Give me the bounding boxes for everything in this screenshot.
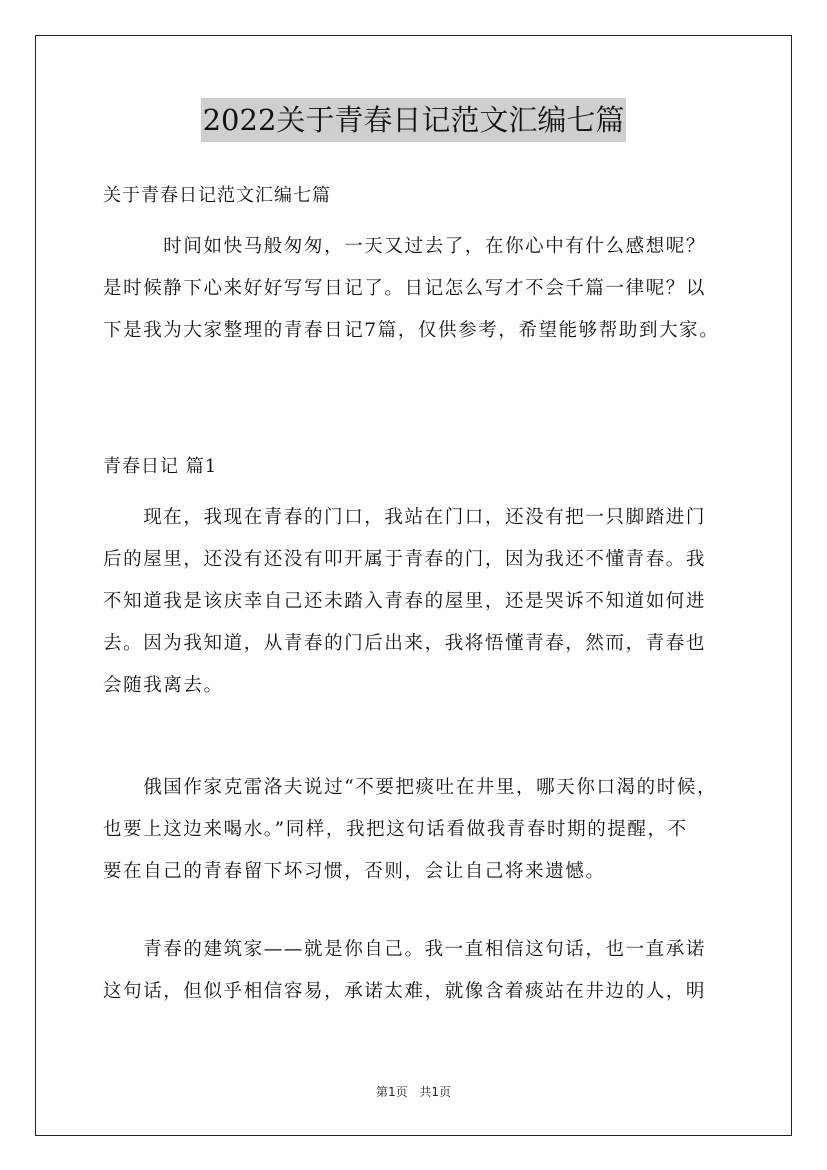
paragraph-line: 也要上这边来喝水。”同样，我把这句话看做我青春时期的提醒，不	[103, 819, 688, 840]
paragraph-line: 俄国作家克雷洛夫说过“不要把痰吐在井里，哪天你口渴的时候，	[103, 777, 718, 798]
page-total: 共1页	[419, 1085, 452, 1099]
paragraph-line: 后的屋里，还没有还没有叩开属于青春的门，因为我还不懂青春。我	[103, 549, 707, 570]
title-container	[0, 98, 827, 142]
paragraph-line: 要在自己的青春留下坏习惯，否则，会让自己将来遗憾。	[103, 861, 606, 882]
page-number: 第1页	[375, 1085, 408, 1099]
paragraph-line: 这句话，但似乎相信容易，承诺太难，就像含着痰站在井边的人，明	[103, 981, 707, 1002]
document-subtitle: 关于青春日记范文汇编七篇	[103, 185, 331, 206]
paragraph-line: 不知道我是该庆幸自己还未踏入青春的屋里，还是哭诉不知道如何进	[103, 591, 707, 612]
page-footer	[0, 1083, 827, 1100]
paragraph-3	[103, 929, 743, 1013]
document-title: 2022关于青春日记范文汇编七篇	[201, 98, 627, 142]
intro-line: 时间如快马般匆匆，一天又过去了，在你心中有什么感想呢？	[103, 236, 707, 257]
paragraph-line: 会随我离去。	[103, 675, 224, 696]
intro-line: 是时候静下心来好好写写日记了。日记怎么写才不会千篇一律呢？以	[103, 278, 707, 299]
paragraph-2	[103, 767, 743, 893]
paragraph-line: 现在，我现在青春的门口，我站在门口，还没有把一只脚踏进门	[103, 507, 707, 528]
section-heading: 青春日记 篇1	[103, 456, 218, 477]
paragraph-line: 去。因为我知道，从青春的门后出来，我将悟懂青春，然而，青春也	[103, 633, 707, 654]
paragraph-line: 青春的建筑家——就是你自己。我一直相信这句话，也一直承诺	[103, 939, 707, 960]
intro-paragraph	[103, 226, 743, 352]
intro-line: 下是我为大家整理的青春日记7篇，仅供参考，希望能够帮助到大家。	[103, 320, 720, 341]
paragraph-1	[103, 497, 743, 707]
